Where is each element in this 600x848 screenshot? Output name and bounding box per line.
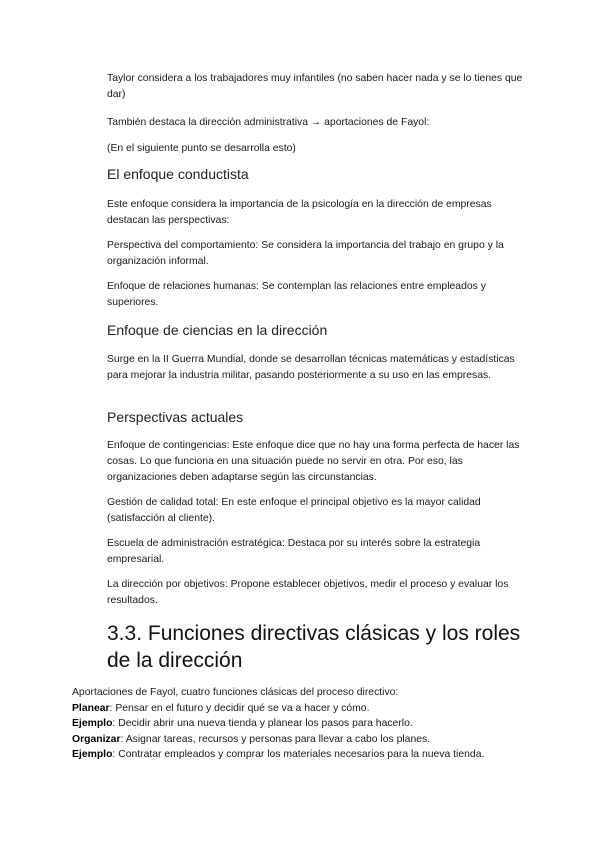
list-item <box>72 732 552 748</box>
list-item-term: Planear <box>72 702 110 714</box>
list-item-text: : Pensar en el futuro y decidir qué se va a hacer y cómo. <box>109 702 370 714</box>
section-title: 3.3. Funciones directivas clásicas y los roles de la dirección <box>107 622 521 672</box>
heading-enfoque-conductista: El enfoque conductista <box>107 166 249 182</box>
paragraph-direccion-administrativa: También destaca la dirección administrativa → aportaciones de Fayol: <box>107 117 430 128</box>
paragraph-administracion-estrategica: Escuela de administración estratégica: Destaca por su interés sobre la estrategia empresarial. <box>107 538 481 565</box>
list-item-text: : Decidir abrir una nueva tienda y planear los pasos para hacerlo. <box>112 718 413 730</box>
paragraph-relaciones-humanas: Enfoque de relaciones humanas: Se contemplan las relaciones entre empleados y superiores. <box>107 281 486 308</box>
paragraph-direccion-objetivos: La dirección por objetivos: Propone establecer objetivos, medir el proceso y evaluar los resultados. <box>107 579 509 606</box>
list-item-term: Organizar <box>72 733 121 745</box>
list-item <box>72 747 552 763</box>
heading-enfoque-ciencias: Enfoque de ciencias en la dirección <box>107 322 328 338</box>
list-intro: Aportaciones de Fayol, cuatro funciones clásicas del proceso directivo: <box>72 687 399 698</box>
paragraph-guerra-mundial: Surge en la II Guerra Mundial, donde se desarrollan técnicas matemáticas y estadísticas para mejorar la industria militar, pasando posteriormente a su uso en las empresas. <box>107 354 515 381</box>
paragraph-conductista-intro: Este enfoque considera la importancia de la psicología en la dirección de empresas destacan las perspectivas: <box>107 199 492 226</box>
list-item <box>72 701 552 717</box>
paragraph-taylor: Taylor considera a los trabajadores muy infantiles (no saben hacer nada y se lo tienes que dar) <box>107 73 523 100</box>
list-item-term: Ejemplo <box>72 718 113 730</box>
paragraph-perspectiva-comportamiento: Perspectiva del comportamiento: Se considera la importancia del trabajo en grupo y la organización informal. <box>107 240 504 267</box>
list-item-text: : Contratar empleados y comprar los materiales necesarios para la nueva tienda. <box>112 749 485 761</box>
paragraph-contingencias: Enfoque de contingencias: Este enfoque dice que no hay una forma perfecta de hacer las cosas. Lo que funciona en una situación puede no servir en otra. Por eso, las organizaciones deben adaptarse según las circunstancias. <box>107 440 520 483</box>
heading-perspectivas-actuales: Perspectivas actuales <box>107 409 244 425</box>
paragraph-calidad-total: Gestión de calidad total: En este enfoque el principal objetivo es la mayor calidad (satisfacción al cliente). <box>107 497 481 524</box>
list-item-term: Ejemplo <box>72 749 113 761</box>
fayol-functions-list <box>72 685 552 763</box>
paragraph-siguiente-punto: (En el siguiente punto se desarrolla esto) <box>107 143 296 154</box>
list-item <box>72 716 552 732</box>
list-item-text: : Asignar tareas, recursos y personas para llevar a cabo los planes. <box>120 733 431 745</box>
